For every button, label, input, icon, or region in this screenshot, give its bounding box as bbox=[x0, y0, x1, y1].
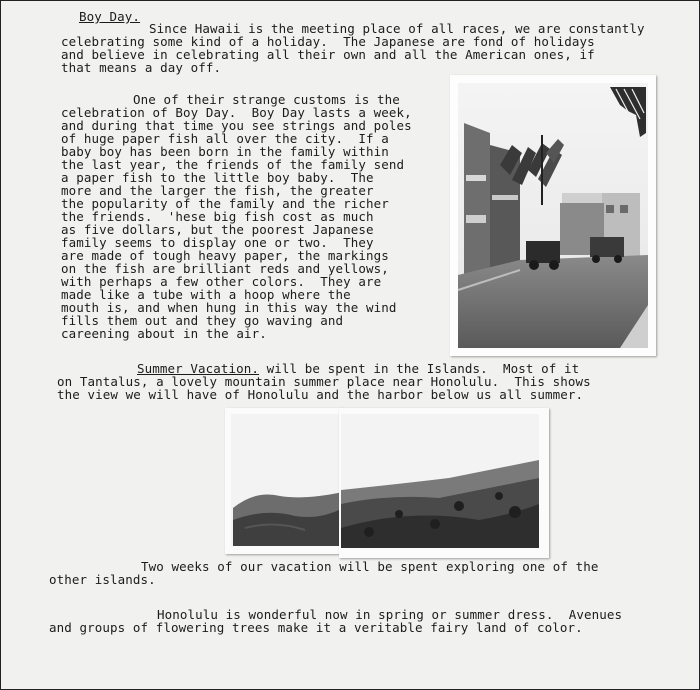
boy-day-p2-line: with perhaps a few other colors. They are bbox=[61, 274, 382, 289]
summer-line: on Tantalus, a lovely mountain summer place near Honolulu. This shows bbox=[57, 374, 591, 389]
boy-day-p1-line: Since Hawaii is the meeting place of all races, we are constantly bbox=[149, 21, 645, 36]
summer-vacation-heading: Summer Vacation. bbox=[137, 361, 260, 376]
tantalus-view-photo-right bbox=[339, 408, 549, 558]
honolulu-line: and groups of flowering trees make it a veritable fairy land of color. bbox=[49, 620, 583, 635]
boy-day-p1-line: and believe in celebrating all their own and all the American ones, if bbox=[61, 47, 595, 62]
honolulu-line: Honolulu is wonderful now in spring or summer dress. Avenues bbox=[157, 607, 623, 622]
boy-day-p2-line: more and the larger the fish, the greater bbox=[61, 183, 374, 198]
boy-day-p2-line: celebration of Boy Day. Boy Day lasts a week, bbox=[61, 105, 412, 120]
boy-day-p2-line: made like a tube with a hoop where the bbox=[61, 287, 351, 302]
boy-day-p2-line: are made of tough heavy paper, the markings bbox=[61, 248, 389, 263]
boy-day-p1-line: that means a day off. bbox=[61, 60, 222, 75]
boy-day-p2-line: a paper fish to the little boy baby. The bbox=[61, 170, 374, 185]
boy-day-p2-line: fills them out and they go waving and bbox=[61, 313, 344, 328]
boy-day-heading: Boy Day. bbox=[79, 9, 141, 24]
tantalus-view-photo-left bbox=[225, 408, 343, 554]
boy-day-p2-line: mouth is, and when hung in this way the wind bbox=[61, 300, 397, 315]
boy-day-p2-line: family seems to display one or two. They bbox=[61, 235, 374, 250]
boy-day-p2-line: and during that time you see strings and poles bbox=[61, 118, 412, 133]
boy-day-p2-line: the friends. 'hese big fish cost as much bbox=[61, 209, 374, 224]
summer-line: the view we will have of Honolulu and the harbor below us all summer. bbox=[57, 387, 584, 402]
summer-line: will be spent in the Islands. Most of it bbox=[259, 361, 580, 376]
boy-day-p2-line: One of their strange customs is the bbox=[133, 92, 400, 107]
boy-day-p2-line: the last year, the friends of the family send bbox=[61, 157, 405, 172]
boy-day-p2-line: baby boy has been born in the family within bbox=[61, 144, 389, 159]
boy-day-p2-line: as five dollars, but the poorest Japanese bbox=[61, 222, 374, 237]
two-weeks-line: Two weeks of our vacation will be spent exploring one of the bbox=[141, 559, 599, 574]
boy-day-p2-line: careening about in the air. bbox=[61, 326, 267, 341]
two-weeks-line: other islands. bbox=[49, 572, 156, 587]
boy-day-p1-line: celebrating some kind of a holiday. The Japanese are fond of holidays bbox=[61, 34, 595, 49]
street-photo-koinobori bbox=[450, 75, 656, 356]
boy-day-p2-line: the popularity of the family and the richer bbox=[61, 196, 389, 211]
boy-day-p2-line: of huge paper fish all over the city. If a bbox=[61, 131, 389, 146]
boy-day-p2-line: on the fish are brilliant reds and yellows, bbox=[61, 261, 389, 276]
